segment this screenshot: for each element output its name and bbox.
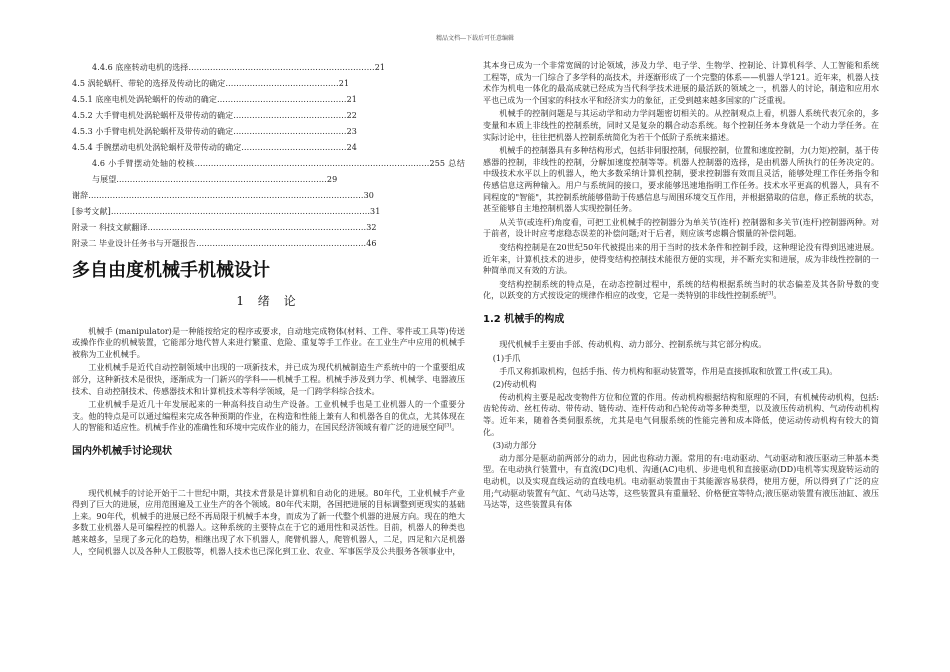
toc-entry[interactable]: 4.5 涡轮蜗杆、带轮的选择及传动比的确定……………………………………21	[72, 79, 350, 88]
toc-entry[interactable]: [参考文献]……………………………………………………………………………………31	[72, 207, 381, 216]
toc-entry[interactable]: 4.5.3 小手臂电机处涡轮蜗杆及带传动的确定……………………………………23	[72, 127, 357, 136]
body-paragraph: 手爪又称抓取机构，包括手指、传力机构和驱动装置等，作用是直接抓取和放置工件(或工具)。	[499, 365, 838, 376]
body-paragraph: 机械手 (manipulator)是一种能按给定的程序或要求，自动地完成物体(材料、工件、零件或工具等)传送或操作作业的机械装置，它能部分地代替人来进行繁重、危险、重复等手工作业。在工业生产中应用的机械手被称为工业机械手。	[72, 325, 465, 359]
toc-entry[interactable]: 4.5.2 大手臂电机处涡轮蜗杆及带传动的确定……………………………………22	[72, 111, 357, 120]
body-paragraph: 机械手的控制问题是与其运动学和动力学问题密切相关的。从控制观点上看，机器人系统代表冗余的，多变量和本质上非线性的控制系统，同时又是复杂的耦合动态系统。每个控制任务本身就是一个动力学任务。在实际讨论中，往往把机器人控制系统简化为若干个低阶子系统来描述。	[483, 108, 879, 142]
document-title: 多自由度机械手机械设计	[72, 260, 270, 281]
subheading: (1)手爪	[492, 353, 521, 364]
citation-ref: [3]	[766, 290, 774, 297]
toc-entry[interactable]: 4.5.1 底座电机处涡轮蜗杆的传动的确定…………………………………………21	[72, 95, 357, 104]
body-paragraph: 从关节(或连杆)角度看，可把工业机械手的控制器分为单关节(连杆) 控制器和多关节(连杆)控制器两种。对于前者，设计时应考虑稳态误差的补偿问题;对于后者，则应该考虑耦合惯量的补偿问题。	[483, 216, 879, 239]
body-paragraph: 现代机械手的讨论开始于二十世纪中期，其技术背景是计算机和自动化的进展。80年代，工业机械手产业得到了巨大的进展，应用范围遍及工业生产的各个领域。80年代末期，各国把进展的目标调整到更现实的基础上来。90年代，机械手的进展已经不再局限于机械手本身，而成为了新一代整个机器的进展方向。现在的绝大多数工业机器人是可编程控的机器人。这种系统的主要特点在于它的通用性和灵活性。目前，机器人的种类也越来越多，呈现了多元化的趋势，相继出现了水下机器人，爬臂机器人，爬管机器人，二足，四足和六足机器人，空间机器人以及各种人工假肢等，机器人技术也已深化到工业、农业、军事医学及公共服务各领事业中，	[72, 487, 465, 556]
toc-entry[interactable]: 附录二 毕业设计任务书与开题报告………………………………………………………46	[72, 239, 377, 248]
paragraph-text: 变结构控制系统的特点是，在动态控制过程中，系统的结构根据系统当时的状态偏差及其各阶导数的变化，以跃变的方式按设定的规律作相应的改变，它是一类特别的非线性控制系统	[483, 278, 879, 301]
left-column	[72, 60, 465, 660]
body-paragraph: 变结构控制系统的特点是，在动态控制过程中，系统的结构根据系统当时的状态偏差及其各阶导数的变化，以跃变的方式按设定的规律作相应的改变，它是一类特别的非线性控制系统[3]。	[483, 278, 879, 301]
body-paragraph: 机械手的控制器具有多种结构形式，包括非伺服控制，伺服控制，位置和速度控制，力(力矩)控制，基于传感器的控制，非线性的控制，分解加速度控制等等。机器人控制器的选择，是由机器人所执行的任务决定的。中级技术水平以上的机器人，绝大多数采纳计算机控制，要求控制器有效而且灵活，能够处理工作任务指令和传感信息这两种输入。用户与系统间的接口，要求能够迅速地指明工作任务。技术水平更高的机器人，具有不同程度的"智能"，其控制系统能够借助于传感信息与周围环境交互作用，并根据猎取的信息，修正系统的状态，甚至能够自主地控制机器人实现控制任务。	[483, 145, 879, 214]
body-paragraph: 动力部分是驱动前两部分的动力，因此也称动力源。常用的有:电动驱动、气动驱动和液压驱动三种基本类型。在电动执行装置中，有直流(DC)电机、沟通(AC)电机、步进电机和直接驱动(DD)电机等实现旋转运动的电动机，以及实现直线运动的直线电机。电动驱动装置由于其能源容易获得，使用方便，所以得到了广泛的应用;气动驱动装置有气缸、气动马达等，这些装置具有重量轻、价格便宜等特点;液压驱动装置有液压油缸、液压马达等，这些装置具有体	[483, 452, 879, 510]
body-paragraph: 工业机械手是近代自动控制领域中出现的一项新技术，并已成为现代机械制造生产系统中的一个重要组成部分，这种新技术是很快，逐渐成为一门新兴的学科——机械手工程。机械手涉及到力学、机械学、电器液压技术、自动控制技术、传感器技术和计算机技术等科学领域，是一门跨学科综合技术。	[72, 362, 465, 396]
body-paragraph: 现代机械手主要由手部、传动机构、动力部分、控制系统与其它部分构成。	[499, 339, 767, 350]
page-header-note: 精品文档---下载后可任意编辑	[435, 35, 515, 42]
subheading: (3)动力部分	[492, 440, 537, 451]
body-paragraph: 变结构控制是在20世纪50年代被提出来的用于当时的技术条件和控制手段，这种理论没有得到迅速进展。近年来，计算机技术的进步，使得变结构控制技术能很方便的实现，并不断充实和进展，成为非线性控制的一种简单而又有效的方法。	[483, 241, 879, 276]
body-paragraph: 工业机械手是近几十年发展起来的一种高科技自动生产设备。工业机械手也是工业机器人的一个重要分支。他的特点是可以通过编程来完成各种预期的作业，在构造和性能上兼有人和机器各自的优点，尤其体现在人的智能和适应性。机械手作业的准确性和环境中完成作业的能力，在国民经济领域有着广泛的进展空间[3]。	[72, 399, 465, 433]
citation-ref: [3]	[444, 422, 452, 429]
body-paragraph: 传动机构主要是起改变物件方位和位置的作用。传动机构根据结构和原理的不同，有机械传动机构，包括:齿轮传动、丝杠传动、带传动、链传动、连杆传动和凸轮传动等多种类型，以及液压传动机构、气动传动机构等。近年来，随着各类伺服系统，尤其是电气伺服系统的性能完善和成本降低，使运动传动机构有较大的简化。	[483, 391, 879, 437]
section-heading: 1.2 机械手的构成	[483, 313, 565, 325]
toc-entry[interactable]: 附录一 科技文献翻译………………………………………………………………………32	[72, 223, 377, 232]
paragraph-text: 工业机械手是近几十年发展起来的一种高科技自动生产设备。工业机械手也是工业机器人的一个重要分支。他的特点是可以通过编程来完成各种预期的作业，在构造和性能上兼有人和机器各自的优点，尤其体现在人的智能和适应性。机械手作业的准确性和环境中完成作业的能力，在国民经济领域有着广泛的进展空间	[72, 399, 465, 433]
right-column	[483, 60, 879, 660]
table-of-contents	[72, 60, 465, 252]
toc-entry[interactable]: 4.6 小手臂摆动处轴的校核……………………………………………………………………………255 总结与展望……………………………………………………………………29	[92, 159, 465, 184]
chapter-heading: 1 绪 论	[236, 294, 301, 308]
toc-entry[interactable]: 4.5.4 手腕摆动电机处涡轮蜗杆及带传动的确定…………………………………24	[72, 143, 357, 152]
toc-entry[interactable]: 4.4.6 底座转动电机的选择……………………………………………………………21	[92, 63, 386, 72]
toc-entry[interactable]: 谢辞…………………………………………………………………………………………30	[72, 191, 374, 200]
section-heading: 国内外机械手讨论现状	[72, 445, 172, 457]
body-paragraph: 其本身已成为一个非常宽阔的讨论领域，涉及力学、电子学、生物学、控制论、计算机科学、人工智能和系统工程等，成为一门综合了多学科的高技术，并逐渐形成了一个完整的体系——机器人学121。近年来，机器人技术作为机电一体化的最高成就已经成为当代科学技术进展的最活跃的领域之一，机器人的讨论，制造和应用水平也已成为一个国家的科技水平和经济实力的象征，正受到越来越多国家的广泛重视。	[483, 60, 879, 105]
subheading: (2)传动机构	[492, 379, 537, 390]
